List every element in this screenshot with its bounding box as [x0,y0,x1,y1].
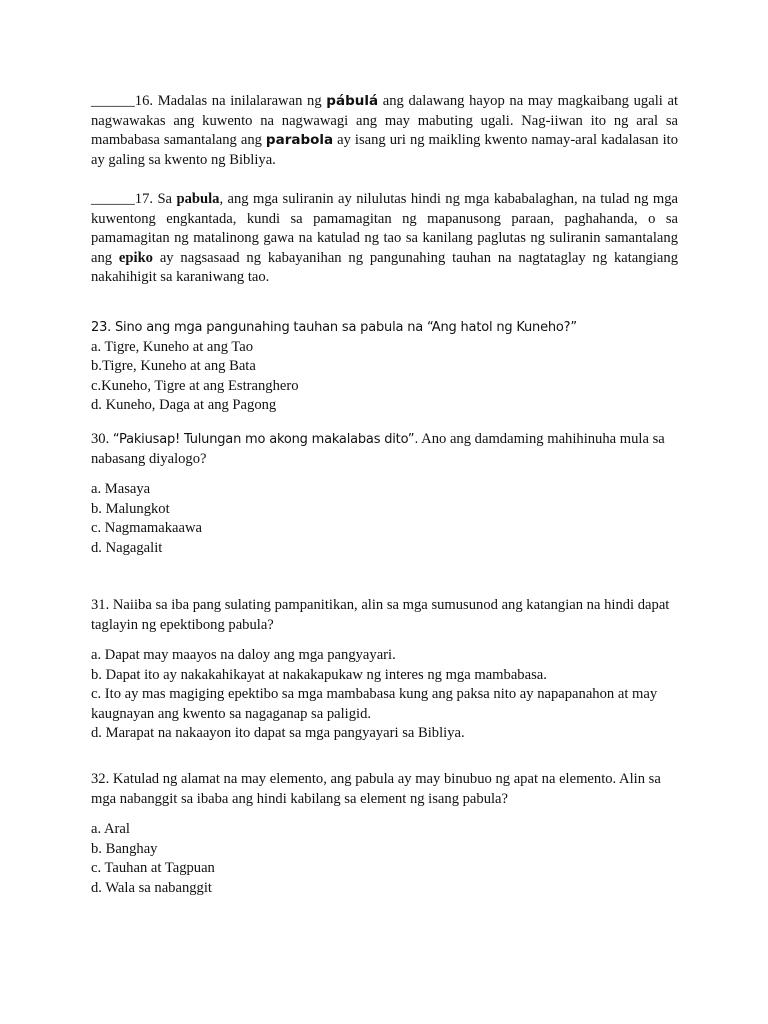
option-b: b. Banghay [91,840,158,857]
question-16-text: ______16. Madalas na inilalarawan ng pábulá ang dalawang hayop na may magkaibang ugali at nagwawakas ang kuwento na nagwawagi ang may mabuting ugali. Nag-iiwan ito ng aral sa mambabasa samantalang ang parabola ay isang uri ng maikling kwento namay-aral kadalasan ito ay galing sa kwento ng Bibliya. [91,93,679,168]
option-a: a. Masaya [91,481,151,497]
option-b: b. Malungkot [91,500,170,517]
option-b: b. Dapat ito ay nakakahikayat at nakakapukaw ng interes ng mga mambabasa. [91,666,547,683]
option-d: d. Wala sa nabanggit [91,879,212,896]
options-30 [91,480,678,558]
option-d: d. Kuneho, Daga at ang Pagong [91,397,277,413]
question-23-text: 23. Sino ang mga pangunahing tauhan sa pabula na “Ang hatol ng Kuneho?” [91,320,577,335]
question-16 [91,92,678,170]
answer-blank-16: ______16. [91,93,154,109]
question-17 [91,190,678,288]
options-31 [91,646,678,744]
term-pabula: pábulá [326,93,379,109]
options-32 [91,820,678,898]
question-31 [91,596,678,744]
option-c: c. Nagmamakaawa [91,520,203,536]
option-d: d. Nagagalit [91,539,163,556]
answer-blank-17: ______17. [91,191,154,207]
option-c: c.Kuneho, Tigre at ang Estranghero [91,377,299,394]
dialogue-quote: “Pakiusap! Tulungan mo akong makalabas dito”. [112,432,419,447]
option-a: a. Aral [91,821,130,837]
option-a: a. Dapat may maayos na daloy ang mga pangyayari. [91,647,396,663]
question-32 [91,770,678,898]
option-c: c. Tauhan at Tagpuan [91,860,215,876]
term-pabula: pabula [176,191,220,207]
question-17-text: ______17. Sa pabula, ang mga suliranin ay nilulutas hindi ng mga kababalaghan, na tulad ng mga kuwentong engkantada, kundi sa pamamagitan ng mapanusong paraan, paghahanda, o sa pamamagitan ng matalinong gawa na katulad ng tao sa kanilang paglutas ng suliranin samantalang ang epiko ay nagsasaad ng kabayanihan ng pangunahing tauhan na nagtataglay ng katangiang nakahihigit sa karaniwang tao. [91,191,679,285]
question-32-text: 32. Katulad ng alamat na may elemento, ang pabula ay may binubuo ng apat na elemento. Alin sa mga nabanggit sa ibaba ang hindi kabilang sa element ng isang pabula? [91,771,661,807]
option-b: b.Tigre, Kuneho at ang Bata [91,358,256,374]
option-d: d. Marapat na nakaayon ito dapat sa mga pangyayari sa Bibliya. [91,725,465,741]
option-a: a. Tigre, Kuneho at ang Tao [91,338,254,355]
option-c: c. Ito ay mas magiging epektibo sa mga mambabasa kung ang paksa nito ay napapanahon at may kaugnayan ang kwento sa nagaganap sa paligid. [91,686,658,722]
question-31-text: 31. Naiiba sa iba pang sulating pampanitikan, alin sa mga sumusunod ang katangian na hindi dapat taglayin ng epektibong pabula? [91,597,670,633]
question-30 [91,430,678,558]
term-parabola: parabola [265,132,334,148]
question-30-text: 30. “Pakiusap! Tulungan mo akong makalabas dito”. Ano ang damdaming mahihinuha mula sa nabasang diyalogo? [91,431,665,467]
question-23 [91,318,678,416]
term-epiko: epiko [118,249,153,266]
